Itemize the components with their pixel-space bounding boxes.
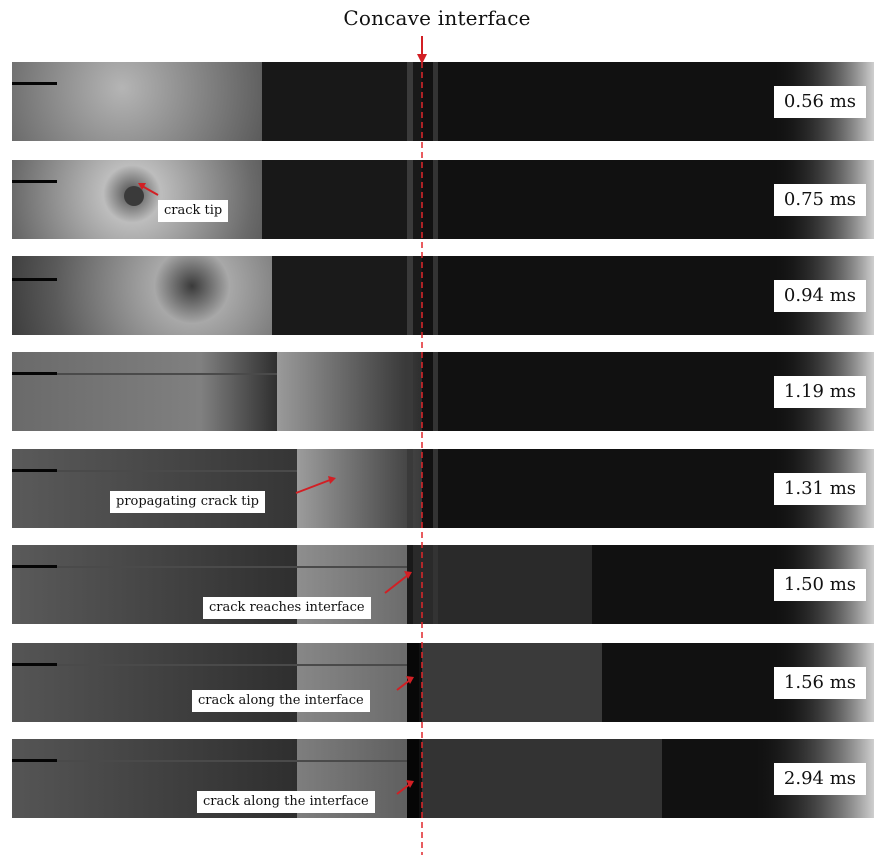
speckle-image bbox=[12, 643, 874, 722]
frame-strip bbox=[12, 545, 874, 624]
frame-strip bbox=[12, 62, 874, 141]
timestamp-label: 0.75 ms bbox=[774, 184, 866, 216]
timestamp-label: 0.56 ms bbox=[774, 86, 866, 118]
timestamp-label: 1.19 ms bbox=[774, 376, 866, 408]
timestamp-label: 1.56 ms bbox=[774, 667, 866, 699]
annotation-label: crack along the interface bbox=[192, 690, 370, 712]
annotation-label: propagating crack tip bbox=[110, 491, 265, 513]
speckle-image bbox=[12, 352, 874, 431]
speckle-image bbox=[12, 62, 874, 141]
frame-strip bbox=[12, 352, 874, 431]
speckle-image bbox=[12, 449, 874, 528]
speckle-image bbox=[12, 160, 874, 239]
timestamp-label: 0.94 ms bbox=[774, 280, 866, 312]
frame-strip bbox=[12, 739, 874, 818]
frame-strip bbox=[12, 256, 874, 335]
speckle-image bbox=[12, 545, 874, 624]
timestamp-label: 2.94 ms bbox=[774, 763, 866, 795]
timestamp-label: 1.31 ms bbox=[774, 473, 866, 505]
speckle-image bbox=[12, 256, 874, 335]
frame-strip bbox=[12, 643, 874, 722]
annotation-label: crack along the interface bbox=[197, 791, 375, 813]
annotation-label: crack tip bbox=[158, 200, 228, 222]
speckle-image bbox=[12, 739, 874, 818]
timestamp-label: 1.50 ms bbox=[774, 569, 866, 601]
figure-title: Concave interface bbox=[343, 6, 531, 30]
frame-strip bbox=[12, 449, 874, 528]
frame-strip bbox=[12, 160, 874, 239]
annotation-label: crack reaches interface bbox=[203, 597, 371, 619]
interface-arrow bbox=[417, 36, 427, 64]
